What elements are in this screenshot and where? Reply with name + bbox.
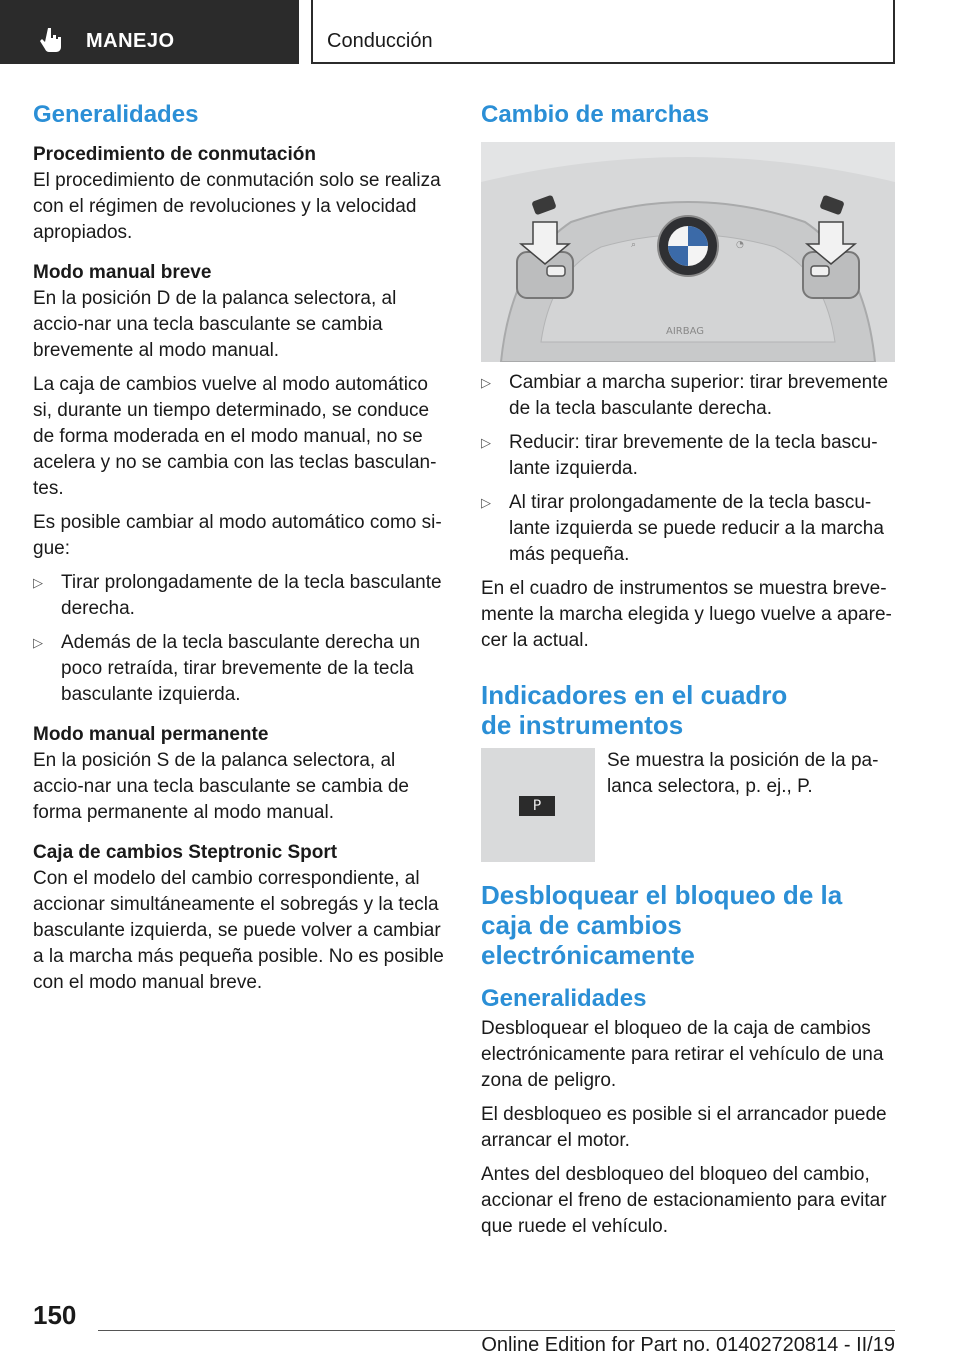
paragraph: Antes del desbloqueo del bloqueo del cambio, accionar el freno de estacionamiento para evitar que ruede el vehículo.	[481, 1164, 887, 1237]
list-item: ▷ Además de la tecla basculante derecha un poco retraída, tirar brevemente de la tecla basculante izquierda.	[33, 632, 421, 705]
subheading-steptronic-sport: Caja de cambios Steptronic Sport	[33, 842, 338, 863]
list-item: ▷ Reducir: tirar brevemente de la tecla bascu-lante izquierda.	[481, 432, 878, 479]
paragraph: Con el modelo del cambio correspondiente, al accionar simultáneamente el sobregás y la tecla basculante izquierda, se puede volver a cambiar a la marcha más pequeña posible. No es posible con el modo manual breve.	[33, 868, 444, 993]
section-heading-generalidades: Generalidades	[33, 101, 199, 128]
right-column	[481, 100, 895, 1240]
triangle-bullet-icon: ▷	[33, 635, 43, 650]
steering-wheel-image	[481, 142, 895, 362]
footer-divider	[98, 1330, 895, 1331]
gear-indicator-image	[481, 748, 595, 862]
paragraph: En la posición S de la palanca selectora, al accio-nar una tecla basculante se cambia de forma permanente al modo manual.	[33, 750, 410, 823]
paragraph: El procedimiento de conmutación solo se realiza con el régimen de revoluciones y la velocidad apropiados.	[33, 170, 441, 243]
list-item: ▷ Cambiar a marcha superior: tirar brevemente de la tecla basculante derecha.	[481, 372, 889, 419]
section-heading-indicadores: Indicadores en el cuadro de instrumentos	[481, 680, 788, 740]
airbag-label: AIRBAG	[666, 326, 705, 337]
paragraph: En la posición D de la palanca selectora, al accio-nar una tecla basculante se cambia brevemente al modo manual.	[33, 288, 397, 361]
bullet-list	[33, 570, 445, 708]
subheading-procedimiento: Procedimiento de conmutación	[33, 144, 316, 165]
triangle-bullet-icon: ▷	[481, 375, 491, 390]
paragraph: La caja de cambios vuelve al modo automático si, durante un tiempo determinado, se conduce de forma moderada en el modo manual, no se acelera y no se cambia con las teclas basculan-tes.	[33, 374, 437, 499]
triangle-bullet-icon: ▷	[33, 575, 43, 590]
triangle-bullet-icon: ▷	[481, 495, 491, 510]
breadcrumb: Conducción	[327, 30, 433, 52]
section-heading-desbloquear: Desbloquear el bloqueo de la caja de cambios electrónicamente	[481, 880, 843, 970]
steering-wheel-illustration	[481, 142, 895, 362]
list-item: ▷ Al tirar prolongadamente de la tecla bascu-lante izquierda se puede reducir a la marcha más pequeña.	[481, 492, 884, 565]
indicator-figure	[481, 748, 895, 866]
subheading-modo-manual-permanente: Modo manual permanente	[33, 724, 269, 745]
header-breadcrumb	[311, 0, 895, 64]
section-title: MANEJO	[86, 30, 175, 52]
section-heading-generalidades-2: Generalidades	[481, 985, 647, 1012]
paragraph: En el cuadro de instrumentos se muestra breve-mente la marcha elegida y luego vuelve a apare-cer la actual.	[481, 578, 892, 651]
paragraph: Desbloquear el bloqueo de la caja de cambios electrónicamente para retirar el vehículo de una zona de peligro.	[481, 1018, 884, 1091]
header-section-tab	[0, 0, 299, 64]
paragraph: Es posible cambiar al modo automático como si-gue:	[33, 512, 442, 559]
list-item: ▷ Tirar prolongadamente de la tecla basculante derecha.	[33, 572, 442, 619]
section-heading-cambio-de-marchas: Cambio de marchas	[481, 101, 710, 128]
svg-text:⌕: ⌕	[631, 240, 637, 250]
paragraph: El desbloqueo es posible si el arrancador puede arrancar el motor.	[481, 1104, 887, 1151]
left-column	[33, 100, 445, 996]
page-number: 150	[33, 1300, 77, 1330]
bullet-list	[481, 370, 895, 568]
triangle-bullet-icon: ▷	[481, 435, 491, 450]
park-indicator-icon: P	[519, 796, 555, 816]
svg-text:◔: ◔	[736, 240, 744, 250]
subheading-modo-manual-breve: Modo manual breve	[33, 262, 212, 283]
hand-pointer-icon	[38, 26, 66, 54]
footer-edition: Online Edition for Part no. 01402720814 - II/19	[481, 1334, 895, 1356]
paragraph: Se muestra la posición de la pa-lanca selectora, p. ej., P.	[607, 750, 879, 797]
